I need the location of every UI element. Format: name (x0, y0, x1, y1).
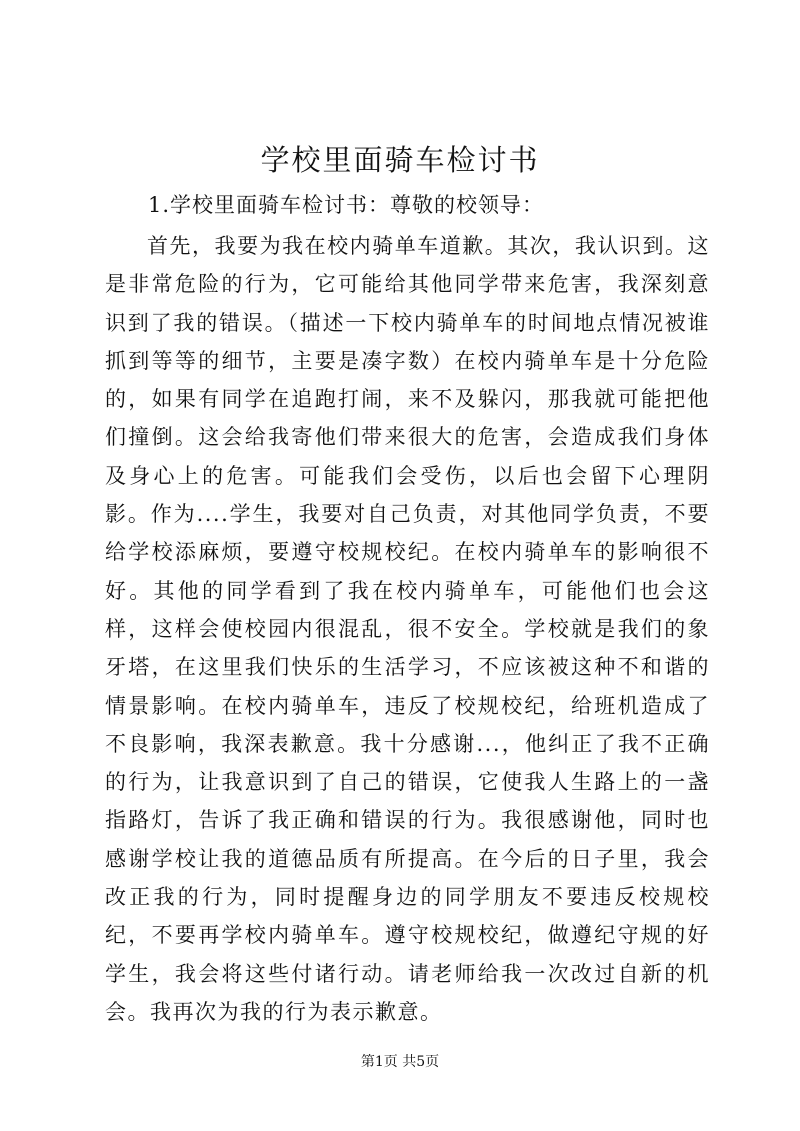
page-number-footer: 第1页 共5页 (360, 1054, 440, 1070)
document-title: 学校里面骑车检讨书 (260, 143, 540, 177)
document-body-paragraph: 首先，我要为我在校内骑单车道歉。其次，我认识到。这是非常危险的行为，它可能给其他同学带来危害，我深刻意识到了我的错误。（描述一下校内骑单车的时间地点情况被谁抓到等等的细节，主要是凑字数）在校内骑单车是十分危险的，如果有同学在追跑打闹，来不及躲闪，那我就可能把他们撞倒。这会给我寄他们带来很大的危害，会造成我们身体及身心上的危害。可能我们会受伤，以后也会留下心理阴影。作为....学生，我要对自己负责，对其他同学负责，不要给学校添麻烦，要遵守校规校纪。在校内骑单车的影响很不好。其他的同学看到了我在校内骑单车，可能他们也会这样，这样会使校园内很混乱，很不安全。学校就是我们的象牙塔，在这里我们快乐的生活学习，不应该被这种不和谐的情景影响。在校内骑单车，违反了校规校纪，给班机造成了不良影响，我深表歉意。我十分感谢...，他纠正了我不正确的行为，让我意识到了自己的错误，它使我人生路上的一盏指路灯，告诉了我正确和错误的行为。我很感谢他，同时也感谢学校让我的道德品质有所提高。在今后的日子里，我会改正我的行为，同时提醒身边的同学朋友不要违反校规校纪，不要再学校内骑单车。遵守校规校纪，做遵纪守规的好学生，我会将这些付诸行动。请老师给我一次改过自新的机会。我再次为我的行为表示歉意。 (105, 234, 710, 1024)
document-intro: 1.学校里面骑车检讨书：尊敬的校领导： (148, 193, 545, 217)
